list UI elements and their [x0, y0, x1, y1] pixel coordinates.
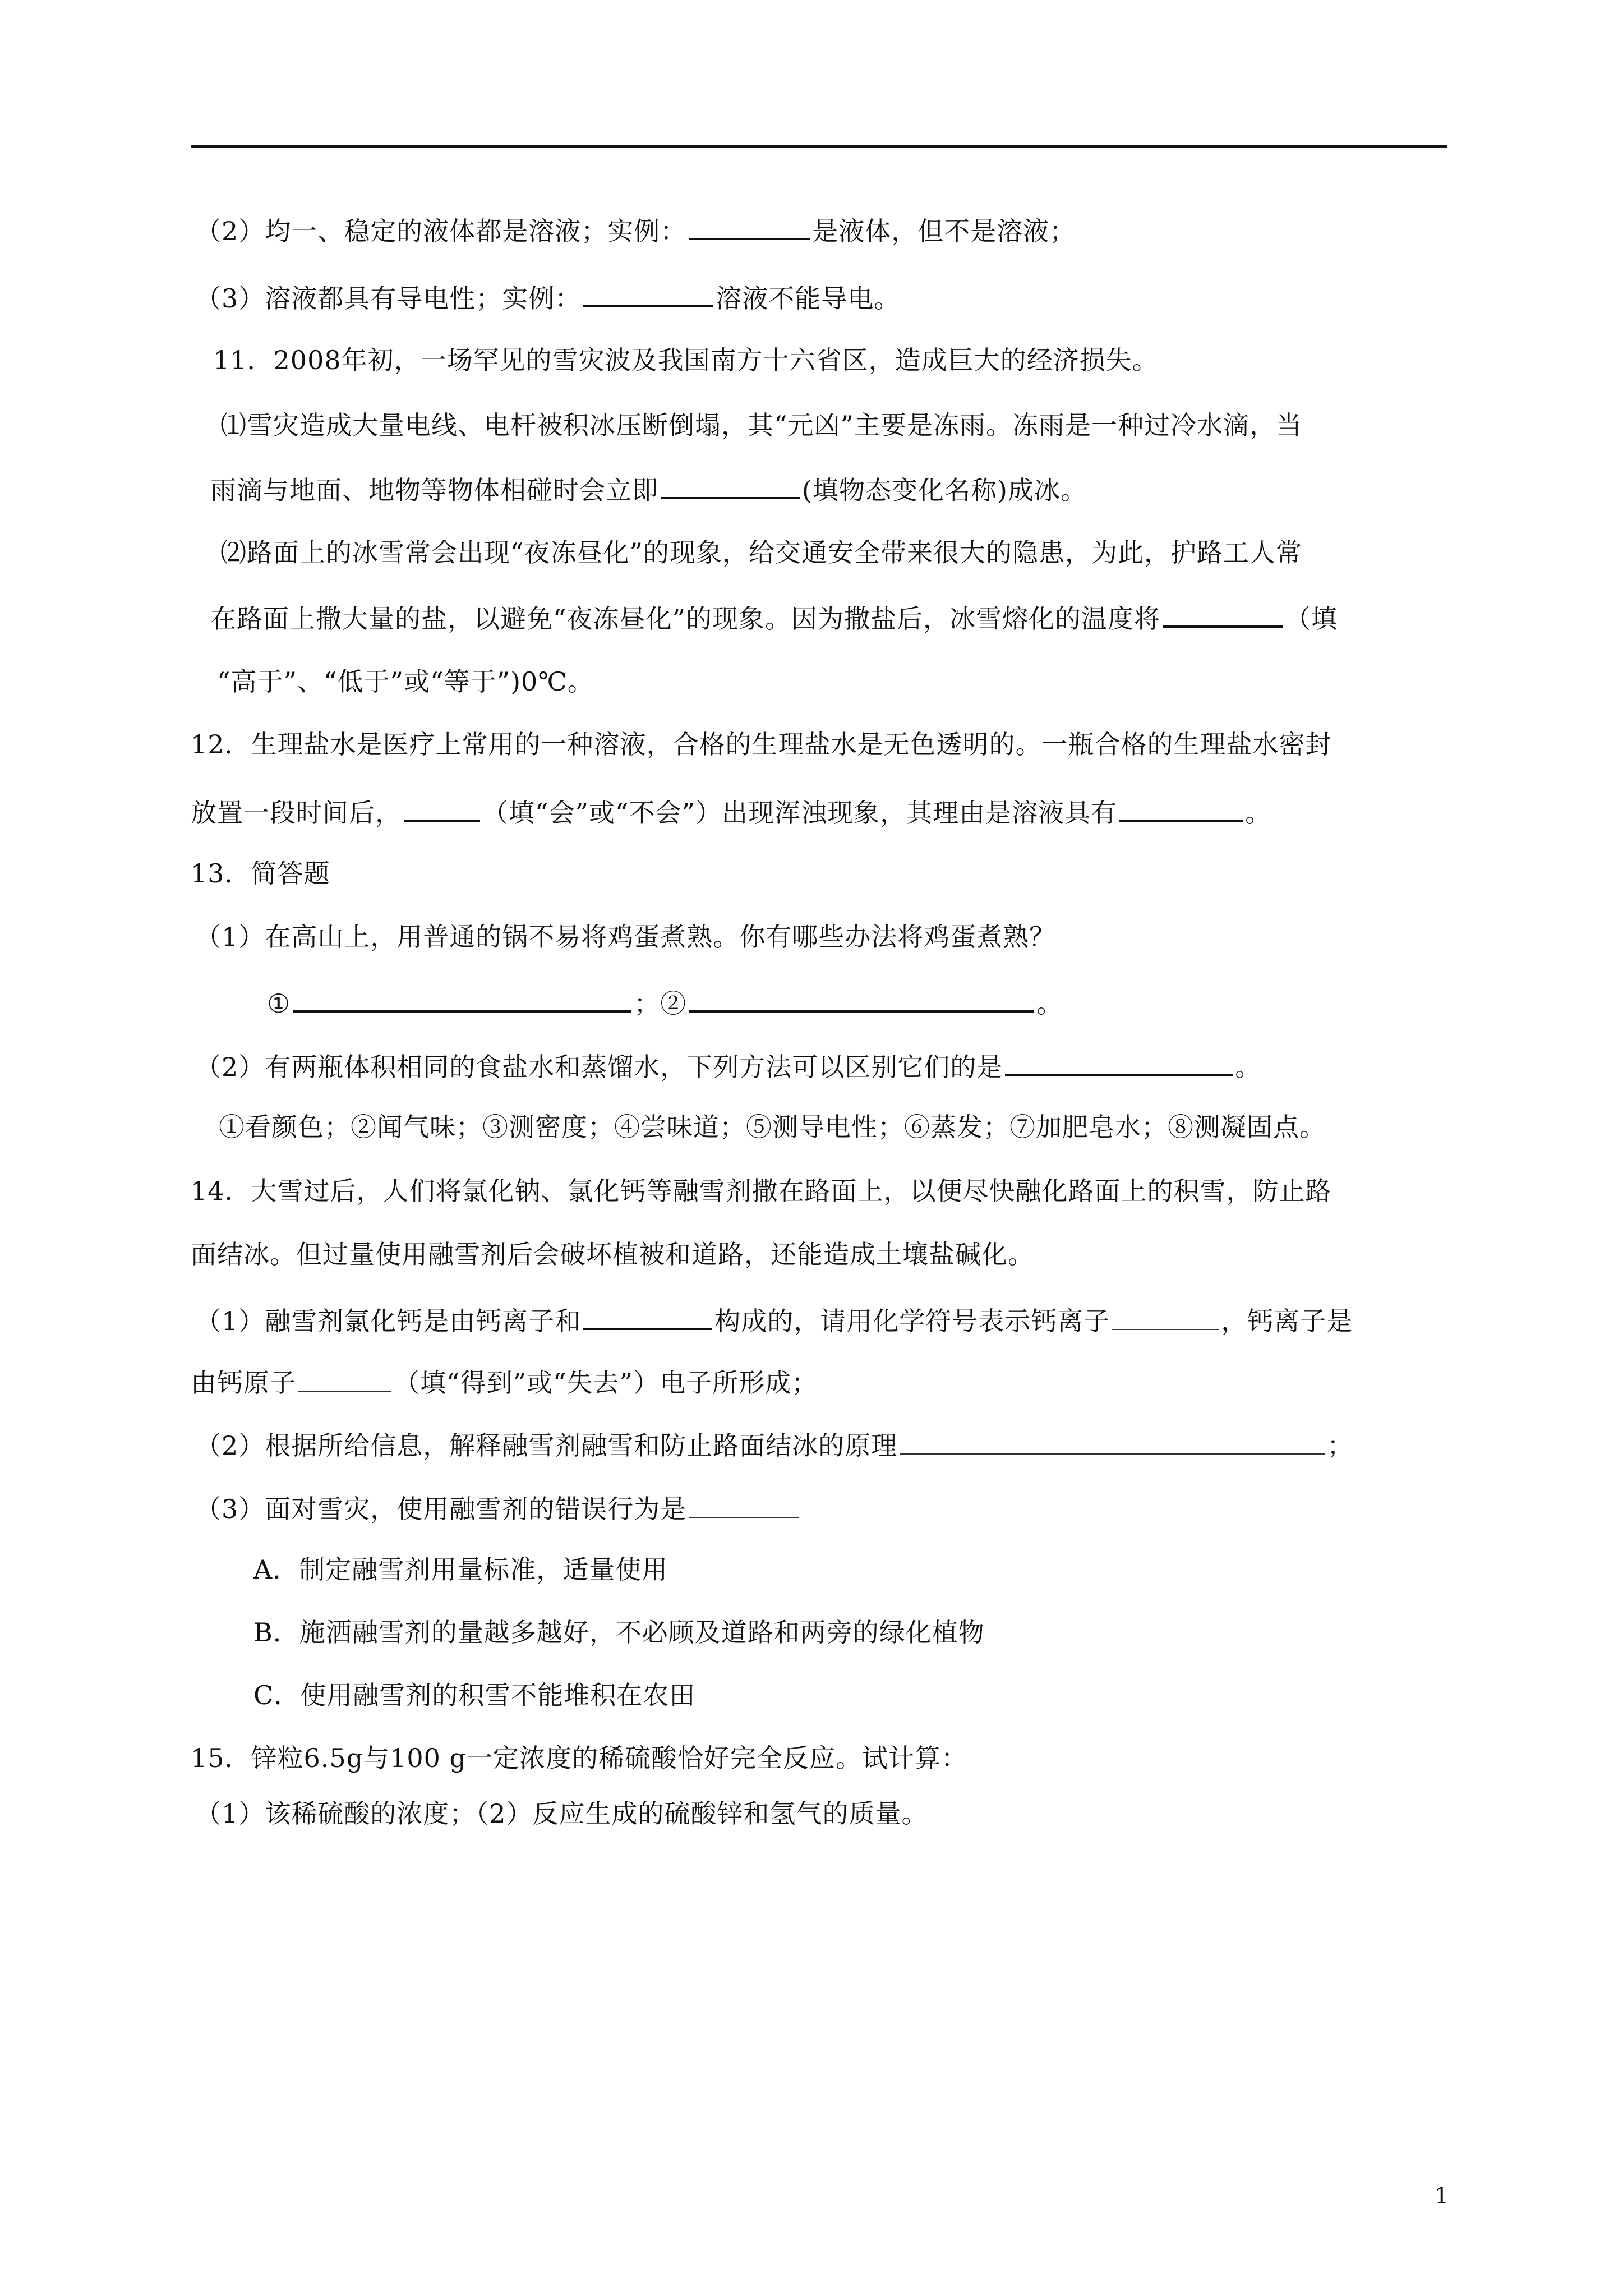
- answer-blank[interactable]: [583, 1301, 712, 1330]
- question-12: 12．生理盐水是医疗上常用的一种溶液，合格的生理盐水是无色透明的。一瓶合格的生理盐水密封: [191, 729, 1332, 760]
- text-line: ⑴雪灾造成大量电线、电杆被积冰压断倒塌，其“元凶”主要是冻雨。冻雨是一种过冷水滴，当: [220, 410, 1303, 440]
- answer-blank[interactable]: [1119, 793, 1243, 822]
- text-line: 雨滴与地面、地物等物体相碰时会立即 (填物态变化名称)成冰。: [210, 470, 1087, 507]
- question-15: 15．锌粒6.5g与100 g一定浓度的稀硫酸恰好完全反应。试计算：: [191, 1743, 968, 1773]
- answer-blank[interactable]: [689, 1490, 799, 1518]
- text-line: （2）有两瓶体积相同的食盐水和蒸馏水，下列方法可以区别它们的是 。: [195, 1047, 1261, 1084]
- answer-blank[interactable]: [661, 470, 800, 499]
- answer-blank[interactable]: [689, 983, 1034, 1013]
- answer-blank[interactable]: [1163, 599, 1283, 628]
- text-line: ① ；② 。: [267, 983, 1063, 1020]
- question-14: 14．大雪过后，人们将氯化钠、氯化钙等融雪剂撒在路面上，以便尽快融化路面上的积雪，防止路: [191, 1176, 1332, 1206]
- option-a: A．制定融雪剂用量标准，适量使用: [253, 1554, 668, 1585]
- text-line: 在路面上撒大量的盐，以避免“夜冻昼化”的现象。因为撒盐后，冰雪熔化的温度将 （填: [210, 599, 1338, 636]
- text-line: ⑵路面上的冰雪常会出现“夜冻昼化”的现象，给交通安全带来很大的隐患，为此，护路工人常: [220, 537, 1303, 568]
- text-line: （3）面对雪灾，使用融雪剂的错误行为是: [195, 1490, 801, 1526]
- question-13: 13．简答题: [191, 858, 330, 889]
- text-line: （3）溶液都具有导电性；实例： 溶液不能导电。: [195, 278, 900, 315]
- text-line: （2）根据所给信息，解释融雪剂融雪和防止路面结冰的原理 ；: [195, 1427, 1353, 1462]
- answer-blank[interactable]: [583, 278, 713, 307]
- answer-blank[interactable]: [293, 983, 631, 1013]
- text-line: 面结冰。但过量使用融雪剂后会破坏植被和道路，还能造成土壤盐碱化。: [191, 1239, 1034, 1269]
- option-c: C．使用融雪剂的积雪不能堆积在农田: [253, 1680, 696, 1710]
- header-rule: [191, 145, 1447, 148]
- answer-blank[interactable]: [1112, 1302, 1219, 1330]
- answer-blank[interactable]: [689, 211, 810, 240]
- text-line: （1）融雪剂氯化钙是由钙离子和 构成的，请用化学符号表示钙离子 ，钙离子是: [195, 1301, 1353, 1338]
- option-b: B．施洒融雪剂的量越多越好，不必顾及道路和两旁的绿化植物: [253, 1617, 985, 1648]
- answer-blank[interactable]: [404, 793, 480, 822]
- text-line: （1）在高山上，用普通的锅不易将鸡蛋煮熟。你有哪些办法将鸡蛋煮熟？: [195, 922, 1056, 952]
- question-11: 11．2008年初，一场罕见的雪灾波及我国南方十六省区，造成巨大的经济损失。: [213, 345, 1159, 375]
- answer-blank[interactable]: [1005, 1047, 1233, 1076]
- text-line: （1）该稀硫酸的浓度；（2）反应生成的硫酸锌和氢气的质量。: [195, 1798, 928, 1829]
- page-number: 1: [1435, 2183, 1449, 2209]
- text-line: ①看颜色；②闻气味；③测密度；④尝味道；⑤测导电性；⑥蒸发；⑦加肥皂水；⑧测凝固点。: [219, 1112, 1326, 1142]
- answer-blank[interactable]: [900, 1427, 1325, 1455]
- text-line: “高于”、“低于”或“等于”)0℃。: [217, 666, 594, 697]
- text-line: 由钙原子 （填“得到”或“失去”）电子所形成；: [191, 1364, 818, 1400]
- answer-blank[interactable]: [298, 1364, 391, 1392]
- text-line: （2）均一、稳定的液体都是溶液；实例： 是液体，但不是溶液；: [195, 211, 1076, 248]
- text-line: 放置一段时间后， （填“会”或“不会”）出现浑浊现象，其理由是溶液具有 。: [191, 793, 1271, 830]
